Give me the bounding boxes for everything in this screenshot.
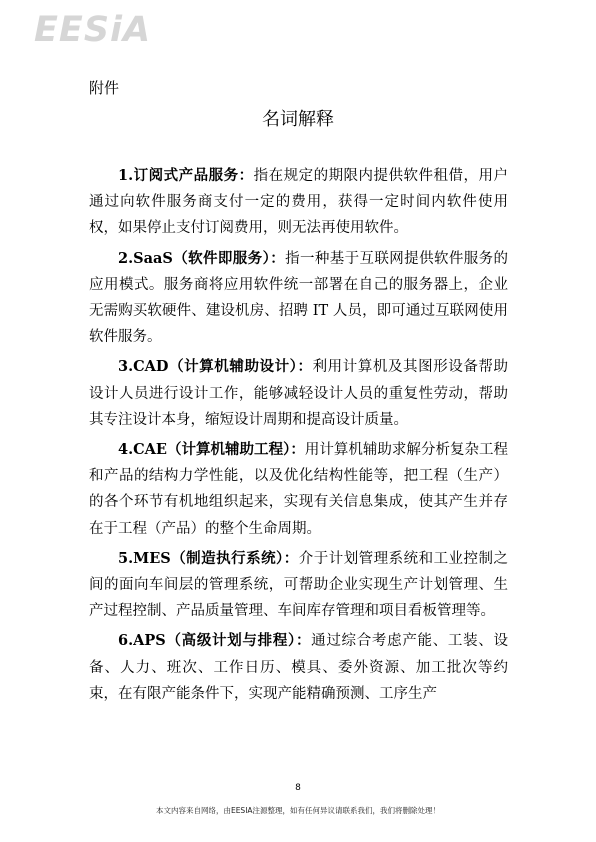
entry-term: 2.SaaS（软件即服务）： xyxy=(118,249,286,267)
entry-definition: 指在规定的期限内提供软件租借，用户通过向软件服务商支付一定的费用，获得一定时间内软件使用权，如果停止支付订阅费用，则无法再使用软件。 xyxy=(89,168,509,237)
entry-term: 4.CAE（计算机辅助工程）： xyxy=(118,441,305,459)
entry-term: 3.CAD（计算机辅助设计）： xyxy=(118,358,313,376)
glossary-entry-5 xyxy=(89,546,508,625)
entry-term: 6.APS（高级计划与排程）： xyxy=(118,632,312,650)
glossary-entry-1 xyxy=(89,163,508,242)
glossary-entry-4 xyxy=(89,437,508,542)
entry-definition: 指一种基于互联网提供软件服务的应用模式。服务商将应用软件统一部署在自己的服务器上，企业无需购买软硬件、建设机房、招聘 IT 人员，即可通过互联网使用软件服务。 xyxy=(89,250,508,346)
entry-term: 5.MES（制造执行系统）： xyxy=(118,549,299,567)
entry-definition: 利用计算机及其图形设备帮助设计人员进行设计工作，能够减轻设计人员的重复性劳动，帮助其专注设计本身，缩短设计周期和提高设计质量。 xyxy=(89,359,508,428)
page-title: 名词解释 xyxy=(262,109,334,130)
entry-term: 1.订阅式产品服务： xyxy=(118,167,254,184)
attachment-label: 附件 xyxy=(89,79,120,97)
entry-definition: 用计算机辅助求解分析复杂工程和产品的结构力学性能，以及优化结构性能等，把工程（生产）的各个环节有机地组织起来，实现有关信息集成，使其产生并存在于工程（产品）的整个生命周期。 xyxy=(89,442,509,537)
eesia-logo: EESiA xyxy=(34,10,152,50)
glossary-entry-6 xyxy=(89,628,508,707)
entry-definition: 介于计划管理系统和工业控制之间的面向车间层的管理系统，可帮助企业实现生产计划管理、生产过程控制、产品质量管理、车间库存管理和项目看板管理等。 xyxy=(89,550,508,620)
glossary-entry-3 xyxy=(89,354,508,433)
entry-definition: 通过综合考虑产能、工装、设备、人力、班次、工作日历、模具、委外资源、加工批次等约束，在有限产能条件下，实现产能精确预测、工序生产 xyxy=(89,633,508,702)
page-number: 8 xyxy=(295,783,301,793)
footer-disclaimer: 本文内容来自网络，由EESIA注源整理，如有任何异议请联系我们，我们将删除处理！ xyxy=(155,806,441,815)
glossary-entry-2 xyxy=(89,246,508,351)
glossary-body xyxy=(89,163,508,711)
